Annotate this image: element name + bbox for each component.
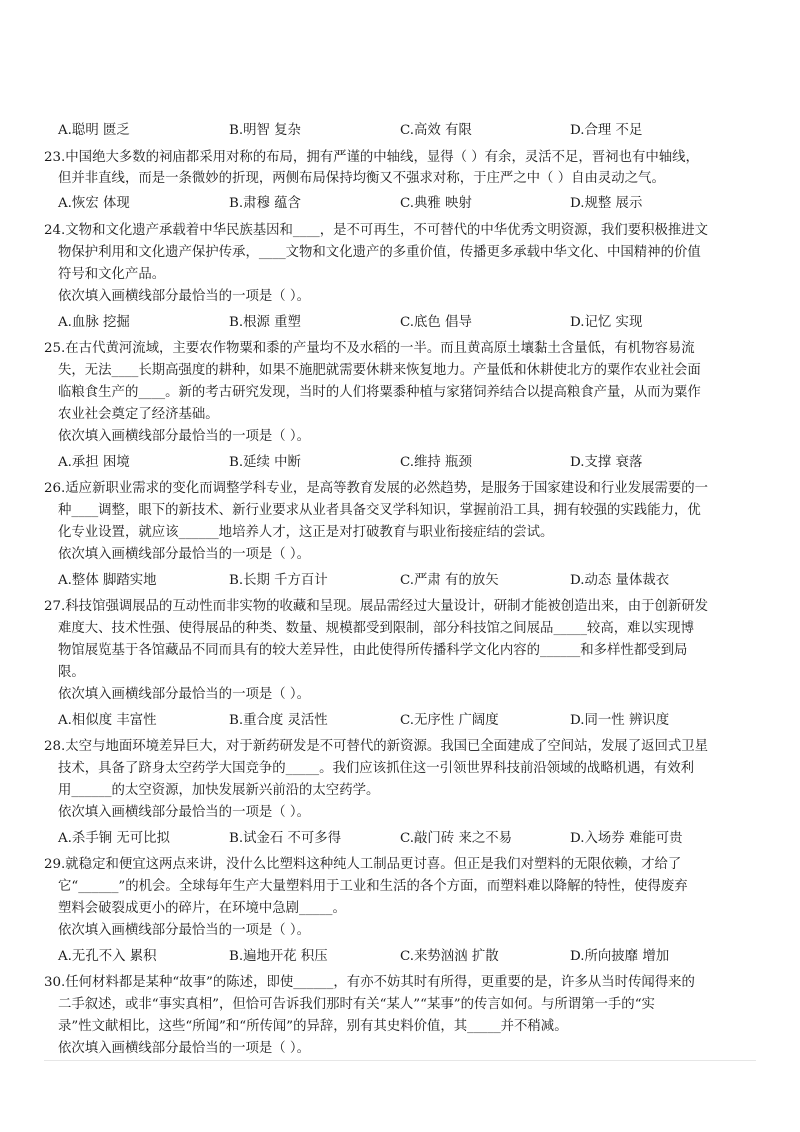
question-28-options	[0, 831, 800, 847]
options-row-prev	[0, 123, 800, 139]
question-28-prompt: 依次填入画横线部分最恰当的一项是（ ）。	[58, 805, 310, 820]
option-d: D.同一性 辨识度	[570, 713, 670, 728]
option-a: A.相似度 丰富性	[58, 713, 157, 728]
question-30-line-3: 录”性文献相比，这些“所闻”和“所传闻”的异辞，别有其史料价值，其_____并不稍减。	[58, 1019, 568, 1034]
question-29-options	[0, 949, 800, 965]
question-23-options	[0, 196, 800, 212]
question-25-options	[0, 455, 800, 471]
question-23-line-1: 23.中国绝大多数的祠庙都采用对称的布局，拥有严谨的中轴线，显得（ ）有余，灵活不足，晋祠也有中轴线，	[44, 150, 699, 165]
option-a: A.无孔不入 累积	[58, 949, 157, 964]
option-c: C.敲门砖 来之不易	[400, 831, 513, 846]
question-24-prompt: 依次填入画横线部分最恰当的一项是（ ）。	[58, 289, 310, 304]
question-30-prompt: 依次填入画横线部分最恰当的一项是（ ）。	[58, 1041, 310, 1056]
question-26-line-1: 26.适应新职业需求的变化而调整学科专业，是高等教育发展的必然趋势，是服务于国家建设和行业发展需要的一	[44, 481, 709, 496]
question-23-line-2: 但并非直线，而是一条微妙的折现，两侧布局保持均衡又不强求对称，于庄严之中（ ）自由灵动之气。	[58, 171, 665, 186]
option-b: B.遍地开花 积压	[229, 949, 328, 964]
option-a: A.聪明 匮乏	[58, 123, 130, 138]
question-26-line-3: 化专业设置，就应该______地培养人才，这正是对打破教育与职业衔接症结的尝试。	[58, 525, 554, 540]
option-b: B.延续 中断	[229, 455, 301, 470]
option-c: C.维持 瓶颈	[400, 455, 472, 470]
option-b: B.根源 重塑	[229, 315, 301, 330]
question-26-line-2: 种____调整，眼下的新技术、新行业要求从业者具备交叉学科知识，掌握前沿工具，拥有较强的实践能力，优	[58, 503, 701, 518]
option-d: D.记忆 实现	[570, 315, 643, 330]
option-c: C.底色 倡导	[400, 315, 472, 330]
option-a: A.整体 脚踏实地	[58, 573, 157, 588]
question-28-line-1: 28.太空与地面环境差异巨大，对于新药研发是不可替代的新资源。我国已全面建成了空间站，发展了返回式卫星	[44, 739, 709, 754]
question-25-line-2: 失，无法____长期高强度的耕种，如果不施肥就需要休耕来恢复地力。产量低和休耕使北方的粟作农业社会面	[58, 363, 701, 378]
question-25-line-1: 25.在古代黄河流域，主要农作物粟和黍的产量均不及水稻的一半。而且黄高原土壤黏土含量低，有机物容易流	[44, 341, 695, 356]
question-28-line-2: 技术，具备了跻身太空药学大国竞争的_____。我们应该抓住这一引领世界科技前沿领域的战略机遇，有效利	[58, 761, 695, 776]
question-25-line-4: 农业社会奠定了经济基础。	[58, 407, 219, 422]
option-d: D.所向披靡 增加	[570, 949, 670, 964]
question-25-prompt: 依次填入画横线部分最恰当的一项是（ ）。	[58, 429, 310, 444]
question-27-options	[0, 713, 800, 729]
question-26-options	[0, 573, 800, 589]
question-27-line-4: 限。	[58, 665, 85, 680]
option-d: D.支撑 衰落	[570, 455, 643, 470]
question-24-line-3: 符号和文化产品。	[58, 267, 166, 282]
option-d: D.入场券 难能可贵	[570, 831, 683, 846]
question-27-prompt: 依次填入画横线部分最恰当的一项是（ ）。	[58, 687, 310, 702]
option-c: C.高效 有限	[400, 123, 472, 138]
option-c: C.典雅 映射	[400, 196, 472, 211]
question-24-line-2: 物保护利用和文化遗产保护传承，____文物和文化遗产的多重价值，传播更多承载中华文化、中国精神的价值	[58, 245, 701, 260]
option-b: B.明智 复杂	[229, 123, 301, 138]
footer-divider	[44, 1060, 756, 1061]
question-30-line-2: 二手叙述，或非“事实真相”，但恰可告诉我们那时有关“某人”“某事”的传言如何。与所谓第一手的“实	[58, 997, 655, 1012]
question-27-line-3: 物馆展览基于各馆藏品不同而具有的较大差异性，由此使得所传播科学文化内容的______和多样性都受到局	[58, 643, 688, 658]
question-29-line-1: 29.就稳定和便宜这两点来讲，没什么比塑料这种纯人工制品更讨喜。但正是我们对塑料的无限依赖，才给了	[44, 857, 682, 872]
question-26-prompt: 依次填入画横线部分最恰当的一项是（ ）。	[58, 547, 310, 562]
option-d: D.动态 量体裁衣	[570, 573, 670, 588]
question-24-line-1: 24.文物和文化遗产承载着中华民族基因和____，是不可再生，不可替代的中华优秀文明资源，我们要积极推进文	[44, 223, 709, 238]
option-b: B.试金石 不可多得	[229, 831, 342, 846]
question-27-line-1: 27.科技馆强调展品的互动性而非实物的收藏和呈现。展品需经过大量设计，研制才能被创造出来，由于创新研发	[44, 599, 709, 614]
question-28-line-3: 用______的太空资源，加快发展新兴前沿的太空药学。	[58, 783, 380, 798]
question-27-line-2: 难度大、技术性强、使得展品的种类、数量、规模都受到限制，部分科技馆之间展品_____较高，难以实现博	[58, 621, 695, 636]
option-b: B.重合度 灵活性	[229, 713, 328, 728]
option-b: B.长期 千方百计	[229, 573, 328, 588]
option-c: C.无序性 广阔度	[400, 713, 499, 728]
question-29-line-2: 它“______”的机会。全球每年生产大量塑料用于工业和生活的各个方面，而塑料难以降解的特性，使得废弃	[58, 879, 688, 894]
option-a: A.血脉 挖掘	[58, 315, 130, 330]
option-c: C.来势汹汹 扩散	[400, 949, 499, 964]
question-29-line-3: 塑料会破裂成更小的碎片，在环境中急剧_____。	[58, 901, 346, 916]
option-a: A.恢宏 体现	[58, 196, 130, 211]
option-d: D.合理 不足	[570, 123, 643, 138]
option-a: A.承担 困境	[58, 455, 130, 470]
question-30-line-1: 30.任何材料都是某种“故事”的陈述，即使______，有亦不妨其时有所得，更重要的是，许多从当时传闻得来的	[44, 975, 695, 990]
option-a: A.杀手锏 无可比拟	[58, 831, 170, 846]
option-d: D.规整 展示	[570, 196, 643, 211]
option-c: C.严肃 有的放矢	[400, 573, 499, 588]
option-b: B.肃穆 蕴含	[229, 196, 301, 211]
question-24-options	[0, 315, 800, 331]
question-25-line-3: 临粮食生产的____。新的考古研究发现，当时的人们将粟黍种植与家猪饲养结合以提高粮食产量，从而为粟作	[58, 385, 701, 400]
question-29-prompt: 依次填入画横线部分最恰当的一项是（ ）。	[58, 923, 310, 938]
